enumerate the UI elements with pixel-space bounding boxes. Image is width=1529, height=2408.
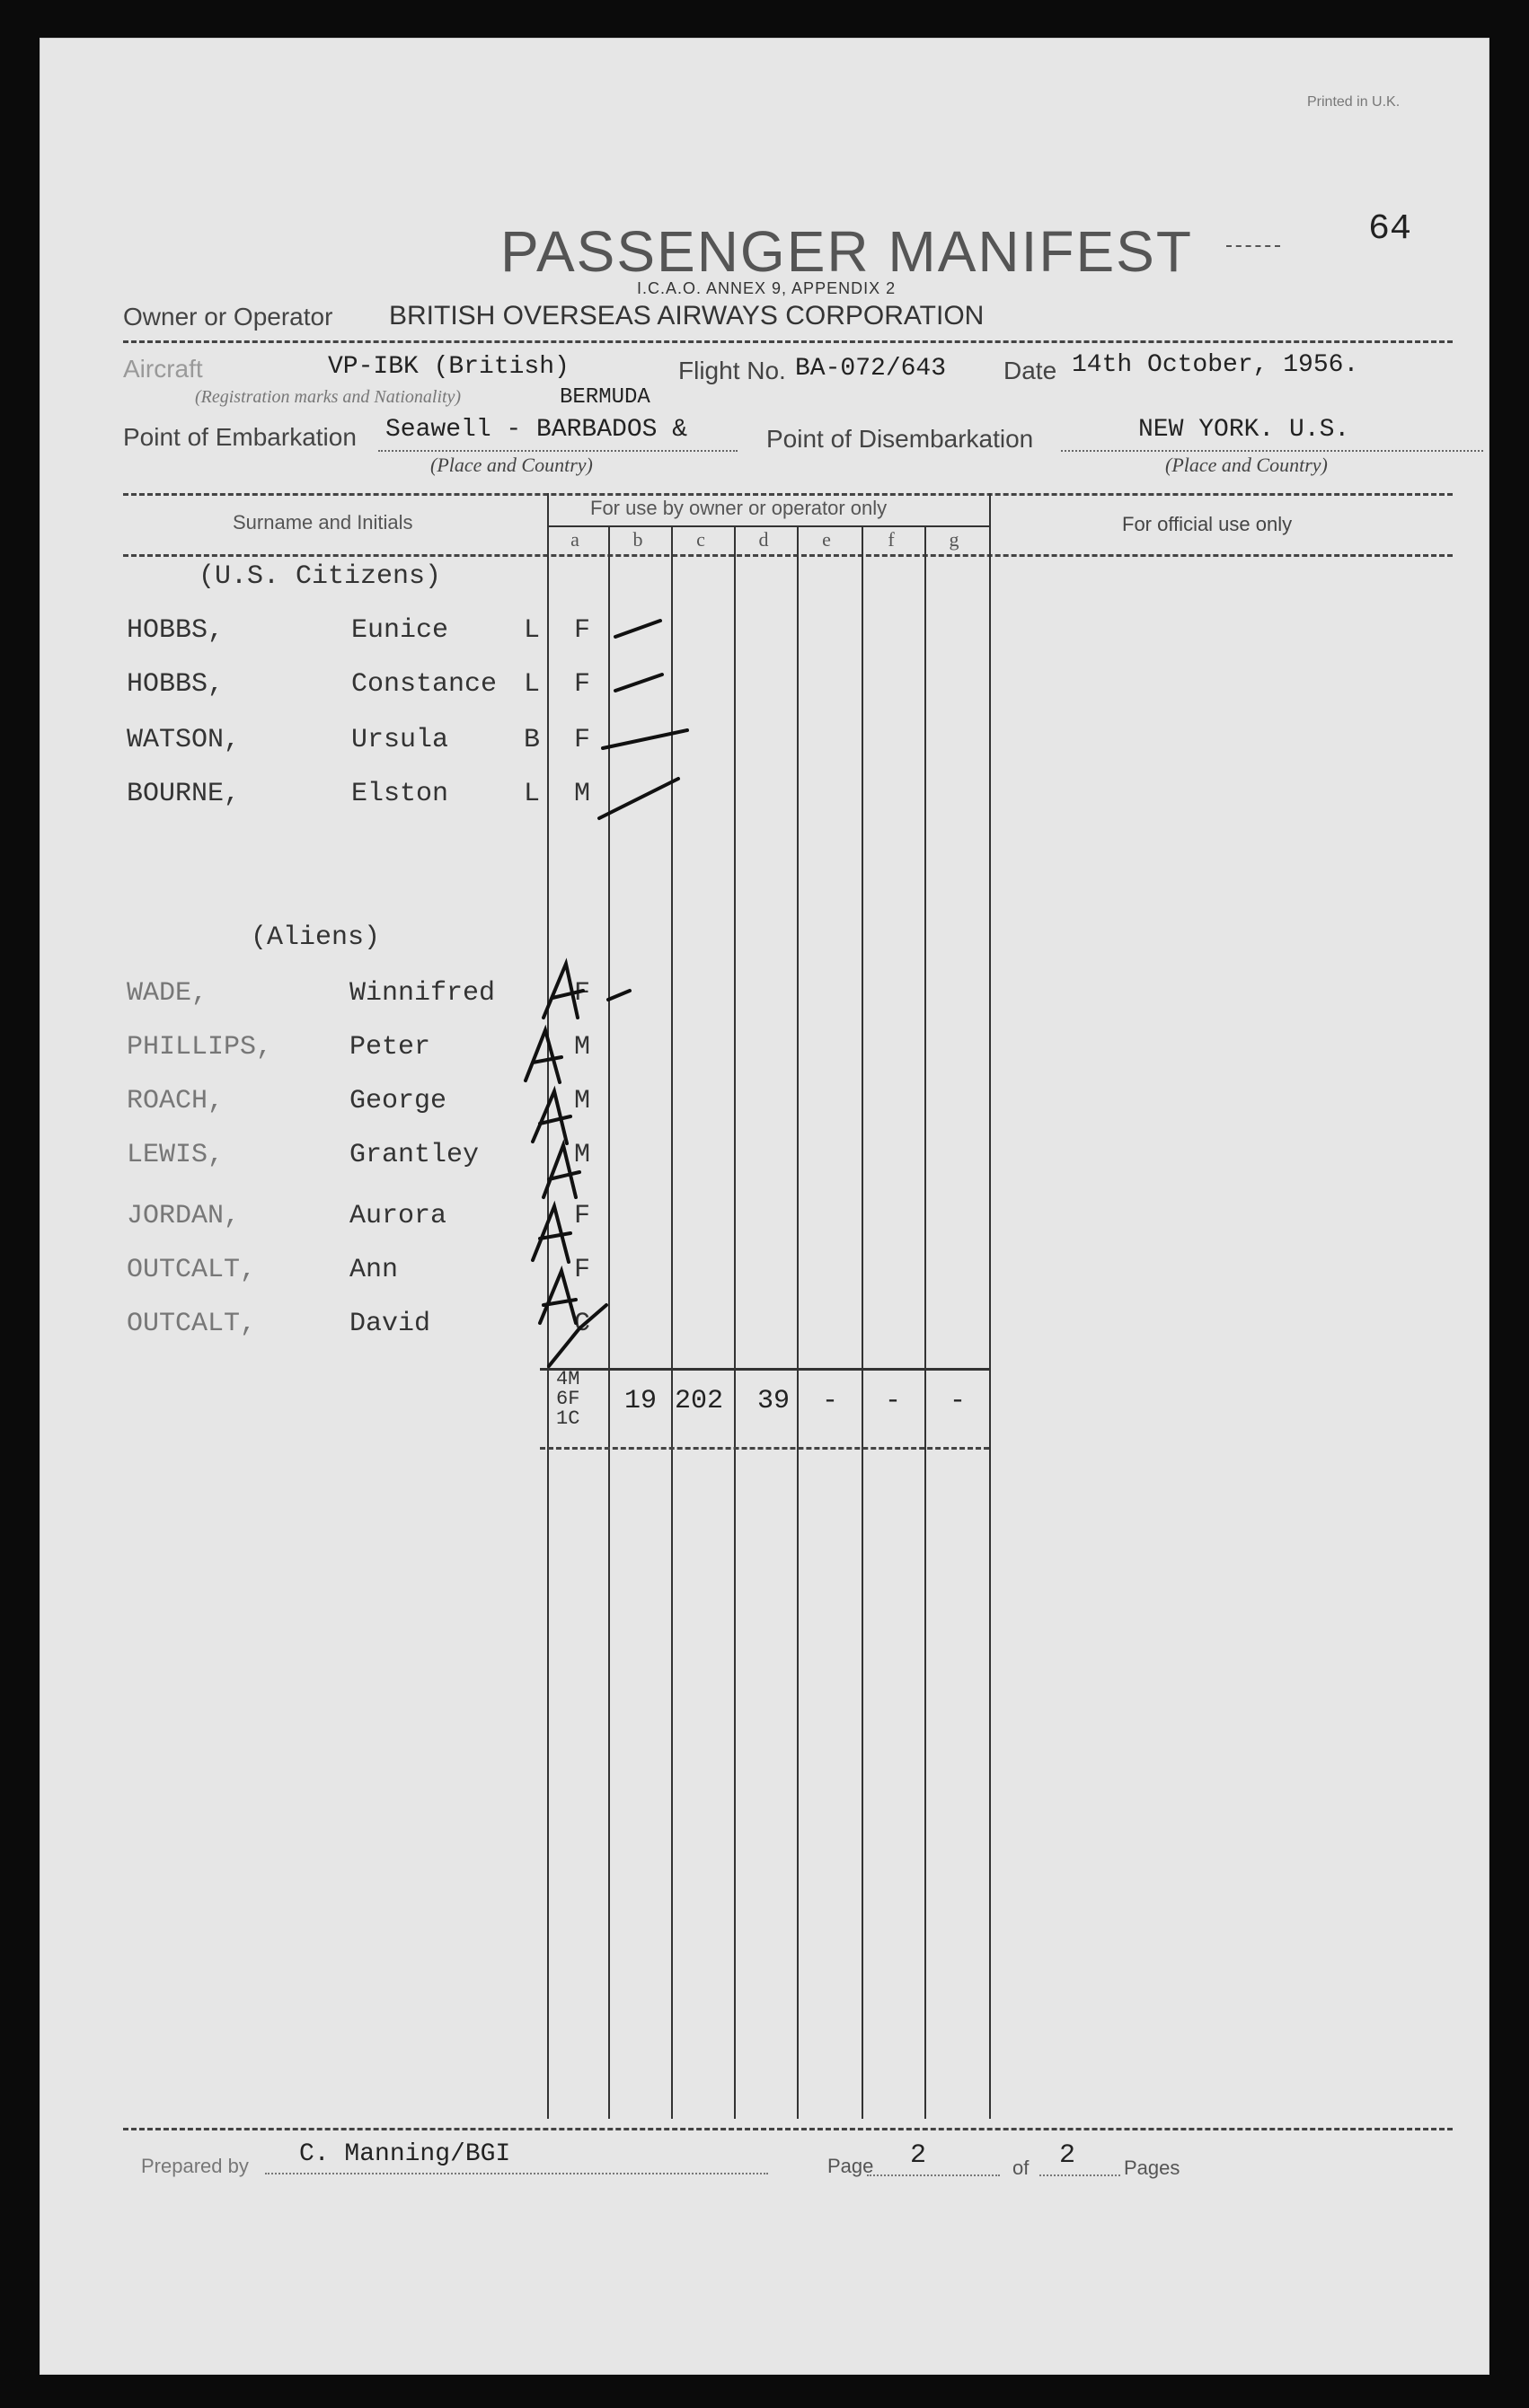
disembarkation-value: NEW YORK. U.S. bbox=[1138, 416, 1350, 444]
first-name: George bbox=[349, 1086, 447, 1116]
of-label: of bbox=[1012, 2157, 1030, 2179]
col-a-value: M bbox=[574, 1032, 591, 1063]
col-owner-header: For use by owner or operator only bbox=[590, 497, 888, 519]
col-a-value: C bbox=[574, 1309, 591, 1339]
aircraft-label: Aircraft bbox=[123, 355, 203, 383]
first-name: Elston bbox=[351, 779, 449, 809]
col-official-header: For official use only bbox=[1122, 513, 1293, 535]
totals-bottom-line bbox=[540, 1447, 989, 1450]
first-name: Winnifred bbox=[349, 978, 496, 1009]
code: L bbox=[524, 615, 541, 646]
handwritten-ticks bbox=[40, 39, 1489, 2374]
total-b: 19 bbox=[624, 1386, 658, 1416]
surname: BOURNE, bbox=[127, 779, 241, 809]
date-label: Date bbox=[1003, 357, 1057, 384]
col-a-value: F bbox=[574, 1201, 591, 1231]
sub-column-header: a bbox=[570, 528, 579, 551]
scribble-mark bbox=[549, 1305, 606, 1366]
aircraft-value: VP-IBK (British) bbox=[328, 353, 570, 381]
col-a-value: M bbox=[574, 779, 591, 809]
printed-stamp: Printed in U.K. bbox=[1307, 94, 1401, 110]
first-name: Aurora bbox=[349, 1201, 447, 1231]
total-c: 202 bbox=[675, 1386, 724, 1416]
total-a: 4M 6F 1C bbox=[556, 1368, 580, 1430]
date-value: 14th October, 1956. bbox=[1072, 351, 1359, 379]
col-a-value: F bbox=[574, 669, 591, 700]
col-a-value: F bbox=[574, 978, 591, 1009]
total-d: 39 bbox=[757, 1386, 791, 1416]
first-name: Peter bbox=[349, 1032, 431, 1063]
surname: JORDAN, bbox=[127, 1201, 241, 1231]
flight-value: BA-072/643 bbox=[795, 355, 947, 383]
total-e: - bbox=[822, 1386, 839, 1416]
group-heading-aliens: (Aliens) bbox=[251, 922, 381, 953]
total-g: - bbox=[950, 1386, 967, 1416]
surname: PHILLIPS, bbox=[127, 1032, 273, 1063]
page-subtitle: I.C.A.O. ANNEX 9, APPENDIX 2 bbox=[637, 279, 897, 297]
aircraft-nationality: BERMUDA bbox=[560, 385, 650, 410]
code: L bbox=[524, 779, 541, 809]
col-a-value: F bbox=[574, 725, 591, 755]
scribble-mark bbox=[526, 1030, 561, 1082]
disembarkation-label: Point of Disembarkation bbox=[766, 425, 1034, 453]
first-name: Ursula bbox=[351, 725, 449, 755]
col-surname-header: Surname and Initials bbox=[233, 511, 413, 534]
prepared-dotline bbox=[265, 2173, 768, 2174]
sub-column-header: b bbox=[632, 528, 643, 551]
total-f: - bbox=[885, 1386, 902, 1416]
manifest-page bbox=[40, 38, 1489, 2375]
operator-label: Owner or Operator bbox=[123, 303, 333, 331]
col-a-value: F bbox=[574, 1255, 591, 1285]
tick-mark bbox=[599, 779, 678, 818]
surname: ROACH, bbox=[127, 1086, 225, 1116]
first-name: Eunice bbox=[351, 615, 449, 646]
prepared-label: Prepared by bbox=[141, 2155, 249, 2177]
surname: OUTCALT, bbox=[127, 1255, 257, 1285]
pages-label: Pages bbox=[1124, 2157, 1180, 2179]
page-value: 2 bbox=[910, 2140, 927, 2171]
first-name: Constance bbox=[351, 669, 498, 700]
sub-column-header: e bbox=[822, 528, 831, 551]
scribble-mark bbox=[544, 964, 583, 1018]
surname: WADE, bbox=[127, 978, 208, 1009]
surname: LEWIS, bbox=[127, 1140, 225, 1170]
of-value: 2 bbox=[1059, 2140, 1076, 2171]
scribble-mark bbox=[544, 1145, 579, 1197]
code: B bbox=[524, 725, 541, 755]
sub-column-header: d bbox=[758, 528, 769, 551]
col-a-value: M bbox=[574, 1140, 591, 1170]
operator-value: BRITISH OVERSEAS AIRWAYS CORPORATION bbox=[389, 301, 985, 331]
flight-label: Flight No. bbox=[678, 357, 786, 384]
embarkation-label: Point of Embarkation bbox=[123, 423, 357, 451]
first-name: David bbox=[349, 1309, 431, 1339]
surname: HOBBS, bbox=[127, 669, 225, 700]
scribble-mark bbox=[533, 1091, 570, 1143]
tick-mark bbox=[608, 991, 630, 1000]
code: L bbox=[524, 669, 541, 700]
disembarkation-caption: (Place and Country) bbox=[1165, 454, 1328, 476]
scribble-mark bbox=[540, 1271, 576, 1323]
tick-mark bbox=[615, 675, 662, 691]
sub-column-header: g bbox=[949, 528, 959, 551]
tick-mark bbox=[603, 730, 687, 748]
surname: WATSON, bbox=[127, 725, 241, 755]
embarkation-caption: (Place and Country) bbox=[430, 454, 593, 476]
page-number: 64 bbox=[1368, 209, 1412, 250]
surname: OUTCALT, bbox=[127, 1309, 257, 1339]
aircraft-caption: (Registration marks and Nationality) bbox=[195, 387, 462, 407]
totals-top-line bbox=[540, 1368, 989, 1371]
prepared-value: C. Manning/BGI bbox=[299, 2140, 511, 2168]
page-title: PASSENGER MANIFEST bbox=[500, 219, 1193, 284]
page-dotline bbox=[867, 2174, 1000, 2176]
embarkation-value: Seawell - BARBADOS & bbox=[385, 416, 688, 444]
footer-line bbox=[123, 2128, 1453, 2130]
scribble-mark bbox=[533, 1206, 570, 1262]
of-dotline bbox=[1039, 2174, 1120, 2176]
sub-column-header: c bbox=[696, 528, 705, 551]
col-a-value: M bbox=[574, 1086, 591, 1116]
group-heading-us: (U.S. Citizens) bbox=[199, 561, 442, 592]
first-name: Grantley bbox=[349, 1140, 480, 1170]
tick-mark bbox=[615, 621, 660, 637]
col-a-value: F bbox=[574, 615, 591, 646]
sub-column-header: f bbox=[888, 528, 895, 551]
surname: HOBBS, bbox=[127, 615, 225, 646]
page-label: Page bbox=[827, 2155, 874, 2177]
first-name: Ann bbox=[349, 1255, 399, 1285]
